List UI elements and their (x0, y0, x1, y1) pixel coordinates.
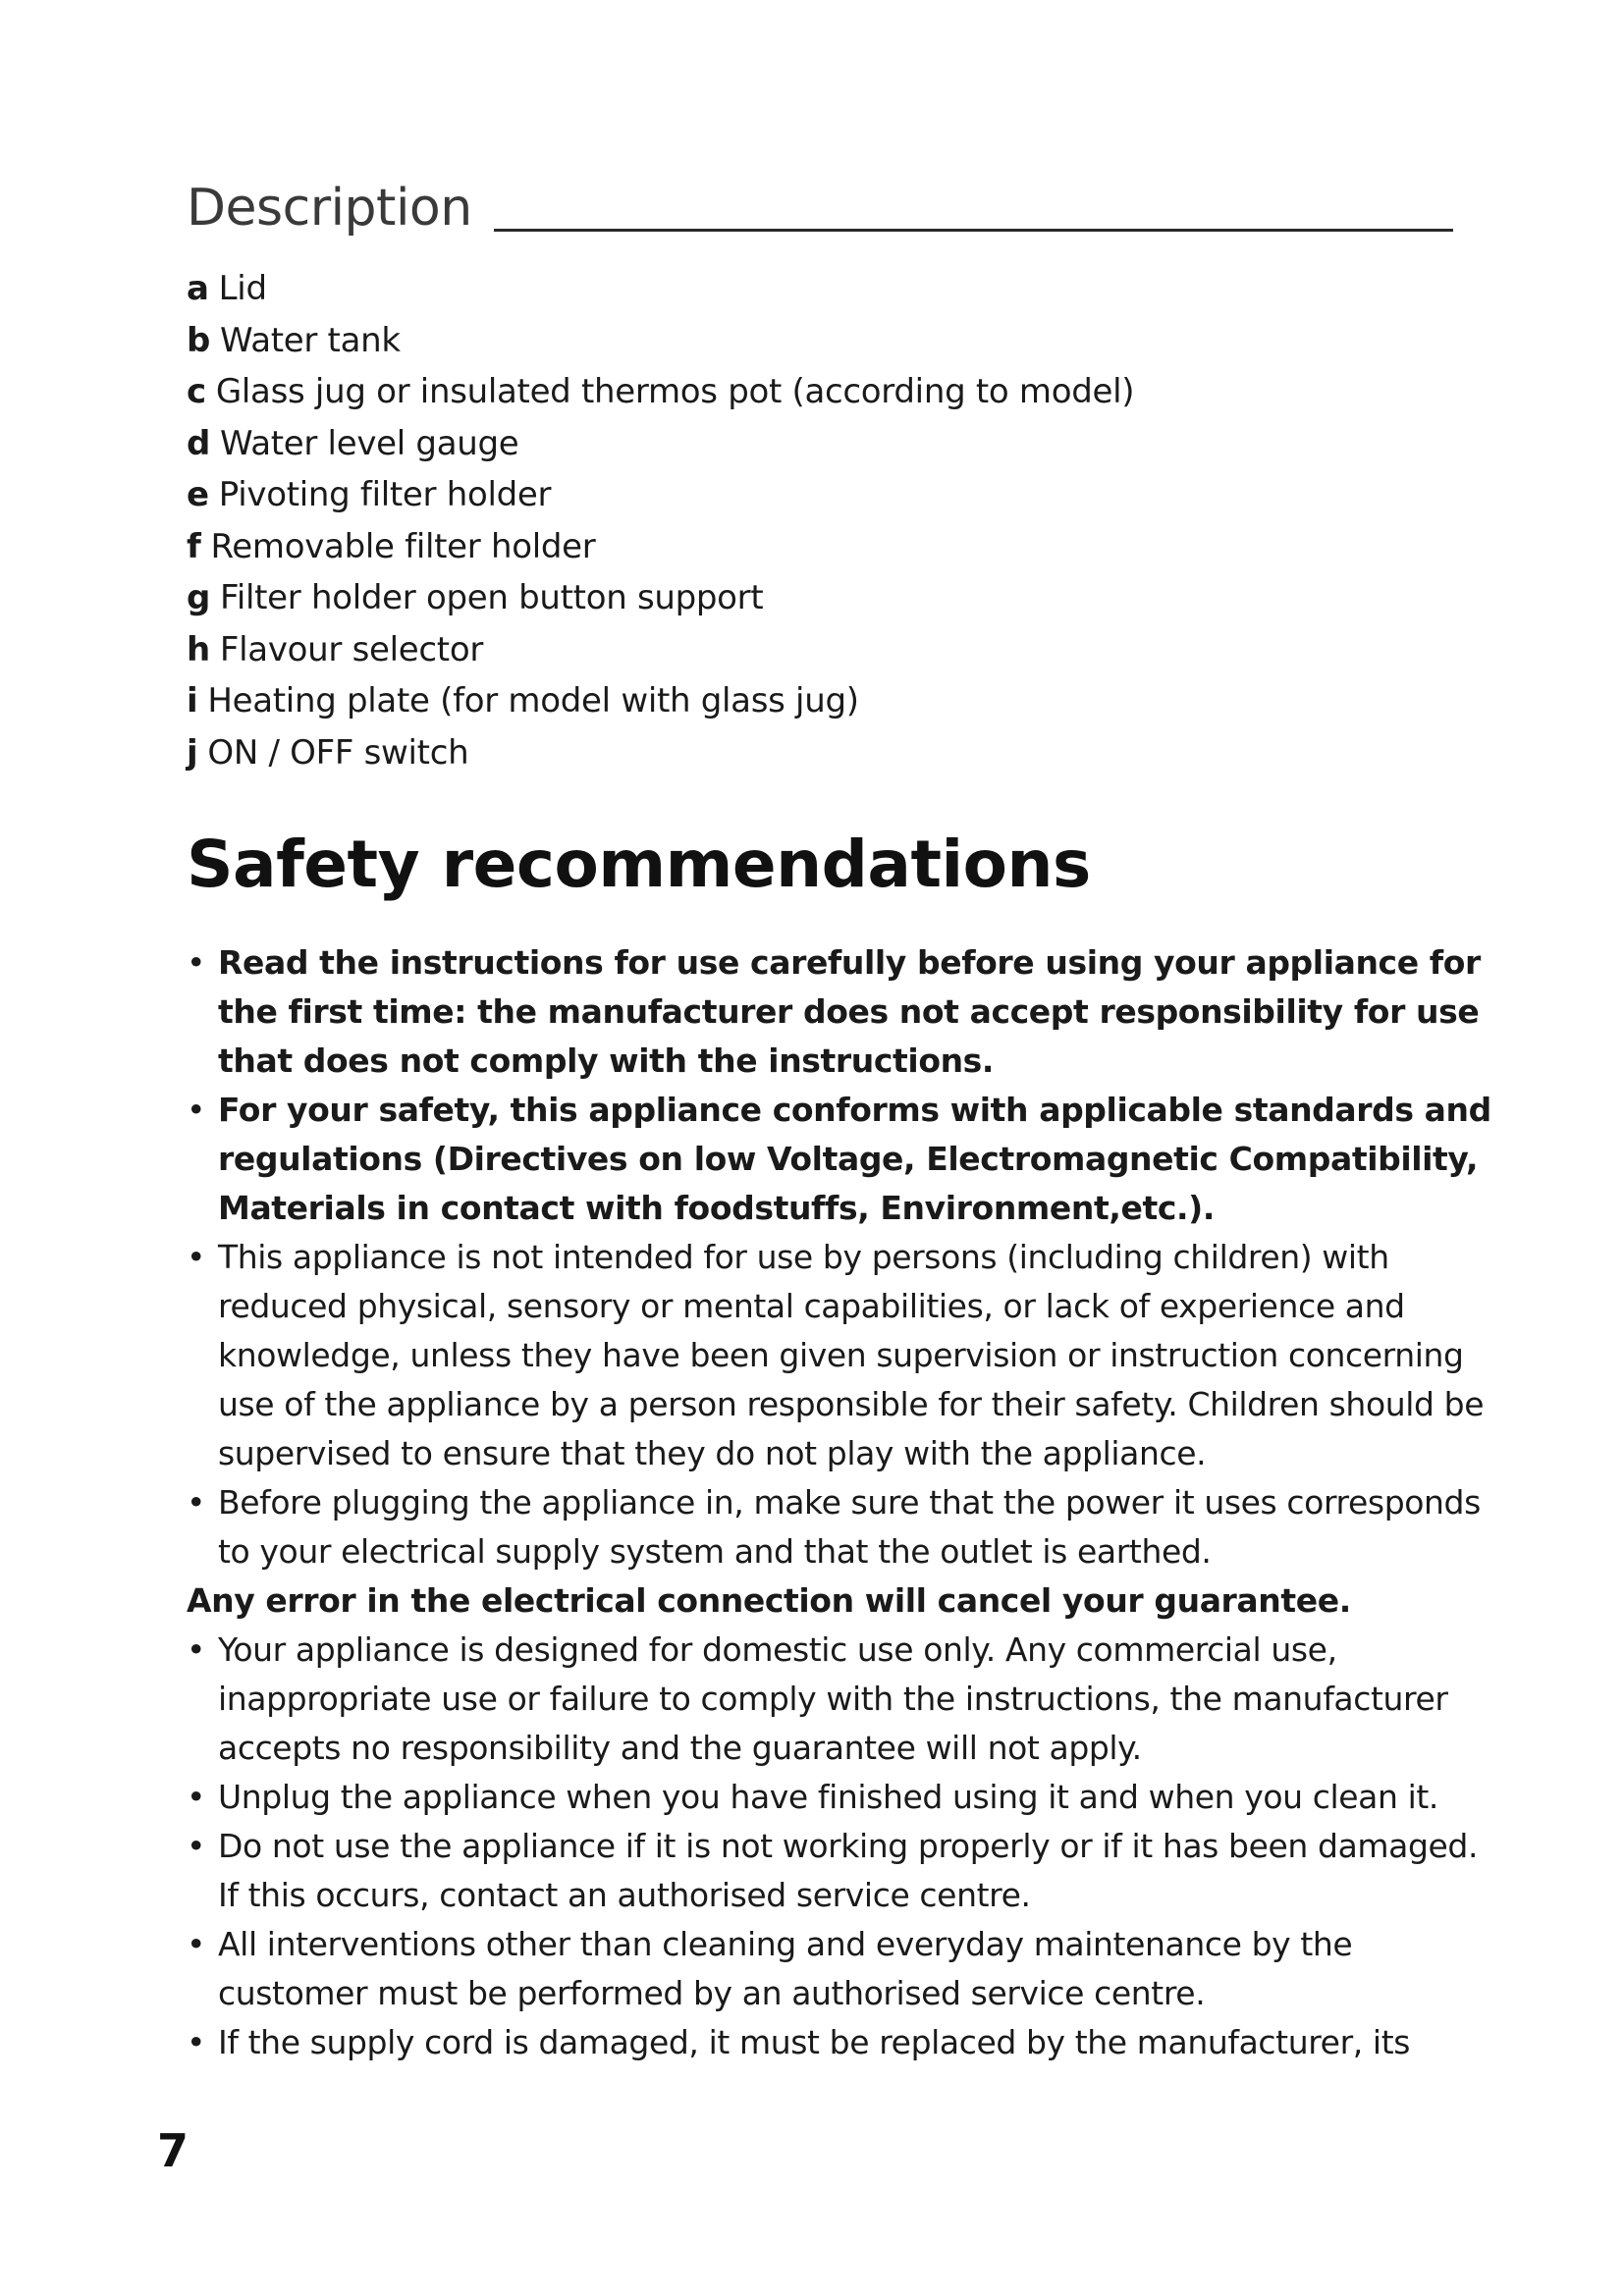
guarantee-note: Any error in the electrical connection will cancel your guarantee. (187, 1581, 1351, 1620)
item-text: Flavour selector (219, 629, 484, 669)
item-letter: c (187, 372, 206, 411)
description-item (187, 418, 1134, 470)
safety-item-text: Before plugging the appliance in, make sure that the power it uses corresponds to your electrical supply system and that the outlet is earthed. (218, 1483, 1481, 1571)
description-item (187, 366, 1134, 418)
safety-item (187, 1626, 1502, 1773)
safety-item (187, 1920, 1502, 2018)
item-letter: a (187, 269, 209, 308)
description-item (187, 727, 1134, 779)
safety-item-text: Read the instructions for use carefully before using your appliance for the first time: the manufacturer does not accept responsibility for use that does not comply with the instructions. (218, 943, 1481, 1080)
item-letter: f (187, 526, 201, 566)
description-item (187, 624, 1134, 676)
item-text: Glass jug or insulated thermos pot (according to model) (215, 372, 1135, 411)
item-text: Removable filter holder (210, 526, 596, 566)
item-letter: b (187, 320, 211, 360)
safety-item (187, 1773, 1502, 1822)
item-text: ON / OFF switch (207, 732, 469, 773)
safety-item (187, 2018, 1502, 2067)
bullet-icon: • (187, 1630, 206, 1669)
safety-item-text: Unplug the appliance when you have finished using it and when you clean it. (218, 1778, 1438, 1816)
item-text: Pivoting filter holder (218, 475, 552, 514)
description-item (187, 469, 1134, 521)
safety-item (187, 1822, 1502, 1920)
item-text: Filter holder open button support (220, 578, 764, 617)
safety-body (187, 938, 1502, 2067)
item-text: Heating plate (for model with glass jug) (207, 681, 859, 721)
description-list (187, 263, 1134, 778)
description-item (187, 572, 1134, 624)
page-number: 7 (157, 2124, 189, 2177)
bullet-icon: • (187, 1238, 206, 1276)
item-letter: e (187, 475, 209, 514)
bullet-icon: • (187, 1827, 206, 1865)
item-text: Water tank (220, 320, 401, 360)
bullet-icon: • (187, 1925, 206, 1963)
bullet-icon: • (187, 1483, 206, 1522)
bullet-icon: • (187, 1778, 206, 1816)
safety-item (187, 1233, 1502, 1478)
description-title: Description (187, 179, 472, 238)
description-item (187, 675, 1134, 727)
safety-item-text: Your appliance is designed for domestic use only. Any commercial use, inappropriate use or failure to comply with the instructions, the manufacturer accepts no responsibility and the guarantee will not apply. (218, 1630, 1448, 1767)
safety-title: Safety recommendations (187, 827, 1091, 902)
safety-item (187, 938, 1502, 1086)
bullet-icon: • (187, 1091, 206, 1129)
item-letter: h (187, 629, 210, 669)
bullet-icon: • (187, 2023, 206, 2061)
safety-item-text: For your safety, this appliance conforms with applicable standards and regulations (Directives on low Voltage, Electromagnetic Compatibility, Materials in contact with foodstuffs, Environment,etc.). (218, 1091, 1491, 1227)
item-letter: g (187, 578, 211, 617)
safety-item-text: Do not use the appliance if it is not working properly or if it has been damaged. If this occurs, contact an authorised service centre. (218, 1827, 1479, 1914)
safety-item-text: If the supply cord is damaged, it must be replaced by the manufacturer, its (218, 2023, 1411, 2061)
safety-item (187, 1086, 1502, 1233)
item-letter: j (187, 732, 198, 773)
bullet-icon: • (187, 943, 206, 982)
item-text: Lid (218, 269, 267, 308)
safety-item-text: All interventions other than cleaning and everyday maintenance by the customer must be performed by an authorised service centre. (218, 1925, 1353, 2012)
safety-item (187, 1478, 1502, 1576)
description-item (187, 263, 1134, 315)
safety-item-text: This appliance is not intended for use by persons (including children) with reduced physical, sensory or mental capabilities, or lack of experience and knowledge, unless they have been given supervision or instruction concerning use of the appliance by a person responsible for their safety. Children should be supervised to ensure that they do not play with the appliance. (218, 1238, 1485, 1472)
item-letter: i (187, 681, 198, 721)
item-letter: d (187, 423, 211, 463)
description-rule (494, 229, 1453, 232)
description-item (187, 521, 1134, 573)
description-item (187, 315, 1134, 367)
description-header (187, 165, 1453, 238)
item-text: Water level gauge (220, 423, 519, 463)
